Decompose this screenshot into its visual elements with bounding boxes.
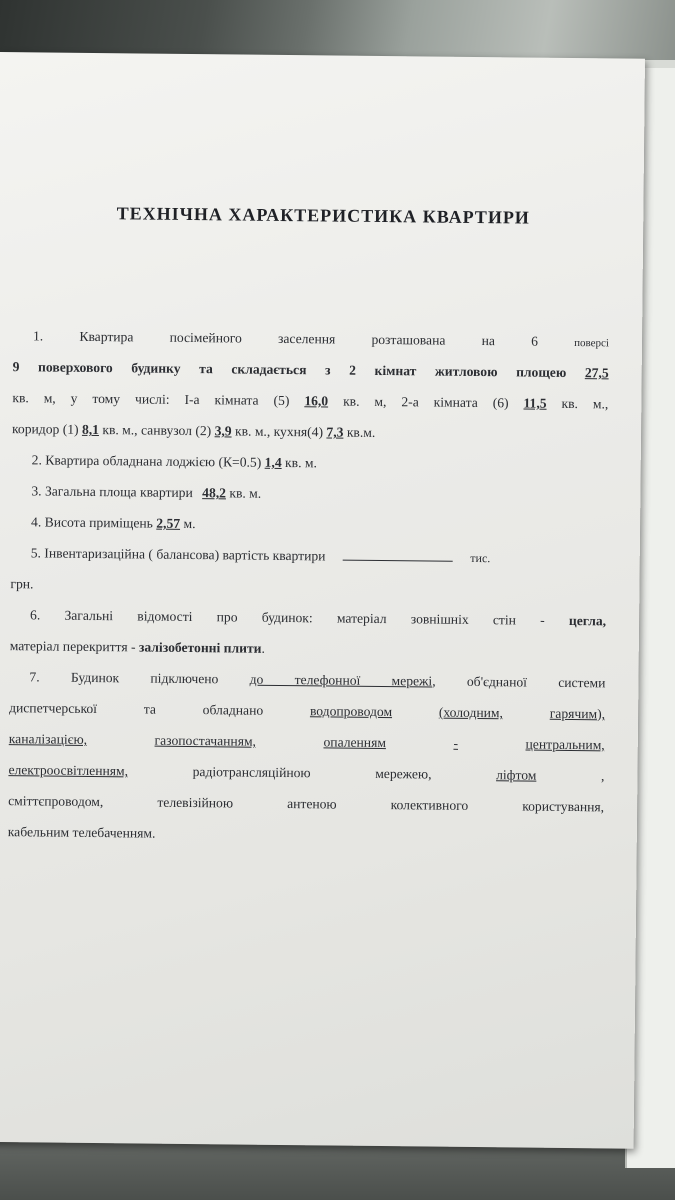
- hot-water: гарячим),: [549, 705, 606, 722]
- document-body: [8, 320, 609, 853]
- dispatch-system-label: , об'єднаної системи: [432, 673, 606, 691]
- loggia-label: 2. Квартира обладнана лоджією (К=0.5): [31, 452, 262, 470]
- corridor-area: 8,1: [81, 421, 100, 438]
- ceiling-label: матеріал перекриття -: [9, 638, 136, 655]
- garbage-tv-label: сміттєпроводом, телевізійною антеною колективного користування,: [8, 793, 605, 815]
- item-5-line-1: [11, 537, 607, 574]
- living-area-value: 27,5: [584, 365, 609, 381]
- loggia-area: 1,4: [264, 454, 282, 470]
- floor-number: 6: [531, 333, 539, 349]
- network-label: мережею,: [375, 765, 432, 782]
- item-1-text: 1. Квартира посімейного заселення розташована на: [32, 328, 496, 349]
- room-1-label: кв. м, у тому числі: І-а кімната (5): [12, 390, 290, 409]
- elevator: ліфтом: [496, 767, 537, 783]
- walls-label: 6. Загальні відомості про будинок: матеріал зовнішніх стін -: [30, 607, 545, 628]
- loggia-unit: кв. м.: [285, 455, 317, 471]
- room-2-unit: кв. м.,: [561, 395, 609, 412]
- heating: опаленням: [323, 734, 387, 751]
- kitchen-area: 7,3: [326, 424, 344, 440]
- inventory-value-unit: тис.: [470, 550, 491, 566]
- walls-material: цегла,: [568, 612, 607, 629]
- total-area-unit: кв. м.: [229, 485, 262, 501]
- total-area-value: 48,2: [202, 485, 227, 501]
- equipped-label: диспетчерської та обладнано: [9, 700, 264, 718]
- kitchen-unit: кв.м.: [346, 424, 376, 440]
- item-1-floor-word: поверсі: [574, 337, 610, 350]
- height-label: 4. Висота приміщень: [31, 514, 153, 531]
- cold-water: (холодним,: [438, 704, 504, 721]
- electric-lighting: електроосвітленням,: [8, 762, 129, 779]
- inventory-value-blank: [343, 548, 453, 562]
- cable-tv-label: кабельним телебаченням.: [7, 824, 156, 841]
- bathroom-area: 3,9: [214, 423, 232, 439]
- height-value: 2,57: [156, 515, 181, 531]
- room-1-area: 16,0: [304, 393, 329, 409]
- heating-dash: -: [453, 735, 459, 751]
- ceiling-period: .: [261, 640, 266, 656]
- document-title: ТЕХНІЧНА ХАРАКТЕРИСТИКА КВАРТИРИ: [116, 203, 530, 228]
- document-page: [0, 52, 645, 1149]
- total-area-label: 3. Загальна площа квартири: [31, 483, 193, 501]
- item-7-line-6: [8, 816, 604, 853]
- corridor-label: коридор (1): [11, 421, 79, 437]
- bathroom-label: кв. м., санвузол (2): [102, 422, 212, 439]
- ceiling-material: залізобетонні плити: [138, 639, 262, 656]
- sewerage: каналізацією,: [8, 731, 88, 747]
- height-unit: м.: [183, 515, 196, 532]
- radio-label: радіотрансляційною: [192, 764, 311, 781]
- kitchen-label: кв. м., кухня(4): [234, 423, 324, 440]
- connected-label: 7. Будинок підключено: [29, 669, 219, 687]
- room-2-label: кв. м, 2-а кімната (6): [343, 393, 509, 411]
- room-2-area: 11,5: [523, 395, 547, 411]
- inventory-value-currency: грн.: [10, 576, 34, 592]
- inventory-value-label: 5. Інвентаризаційна ( балансова) вартість квартири: [30, 545, 326, 564]
- central-heating: центральним,: [525, 736, 605, 753]
- elevator-comma: ,: [600, 768, 605, 784]
- water-supply: водопроводом: [309, 703, 393, 720]
- gas-supply: газопостачанням,: [154, 732, 257, 749]
- phone-network: до телефонної мережі: [249, 671, 433, 689]
- item-1-building: 9 поверхового будинку та складається з 2 кімнат житловою площею: [12, 359, 567, 380]
